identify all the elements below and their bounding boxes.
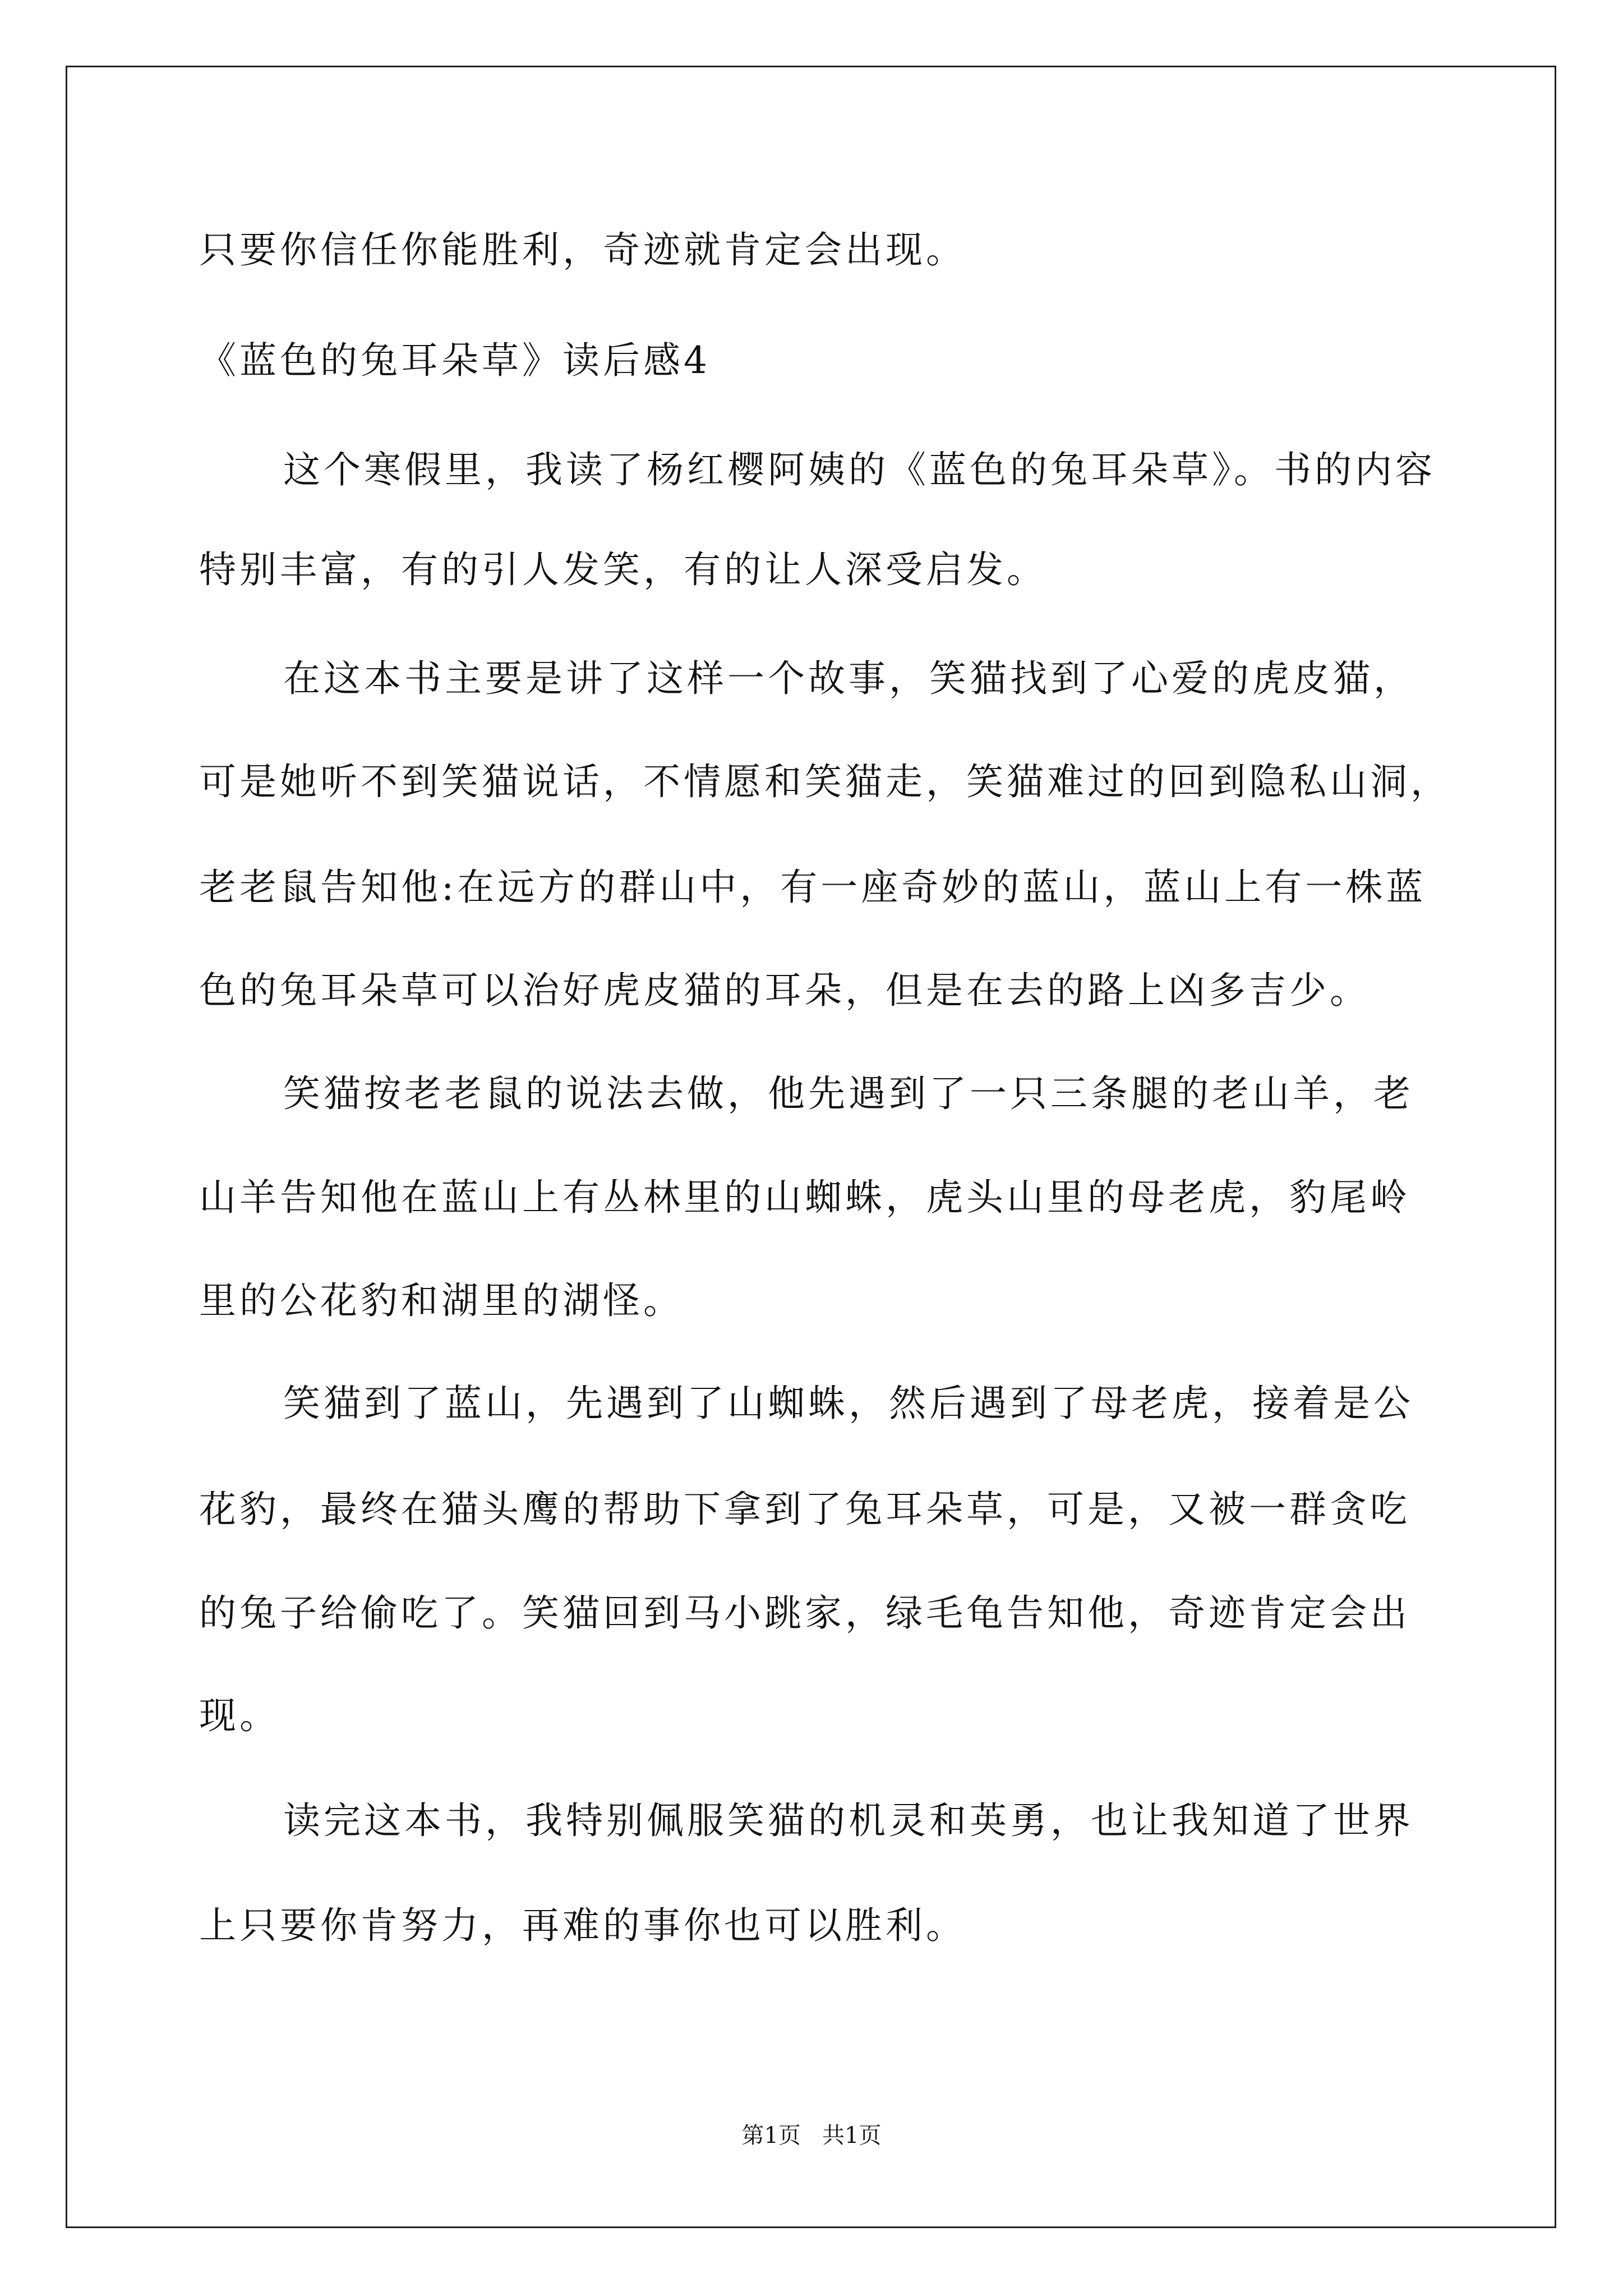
page-footer: 第1页 共1页 — [741, 2123, 882, 2148]
paragraph-line: 笑猫到了蓝山，先遇到了山蜘蛛，然后遇到了母老虎，接着是公 — [283, 1382, 1414, 1425]
paragraph-line: 这个寒假里，我读了杨红樱阿姨的《蓝色的兔耳朵草》。书的内容 — [283, 448, 1436, 491]
paragraph-line: 老老鼠告知他:在远方的群山中，有一座奇妙的蓝山，蓝山上有一株蓝 — [199, 866, 1427, 909]
text-line: 只要你信任你能胜利，奇迹就肯定会出现。 — [199, 228, 966, 272]
paragraph-line: 笑猫按老老鼠的说法去做，他先遇到了一只三条腿的老山羊，老 — [283, 1072, 1414, 1115]
paragraph-line: 现。 — [199, 1694, 280, 1737]
paragraph-line: 花豹，最终在猫头鹰的帮助下拿到了兔耳朵草，可是，又被一群贪吃 — [199, 1488, 1410, 1531]
paragraph-line: 色的兔耳朵草可以治好虎皮猫的耳朵，但是在去的路上凶多吉少。 — [199, 969, 1370, 1012]
paragraph-line: 山羊告知他在蓝山上有丛林里的山蜘蛛，虎头山里的母老虎，豹尾岭 — [199, 1176, 1410, 1219]
paragraph-line: 在这本书主要是讲了这样一个故事，笑猫找到了心爱的虎皮猫， — [283, 657, 1414, 700]
paragraph-line: 上只要你肯努力，再难的事你也可以胜利。 — [199, 1904, 966, 1947]
paragraph-line: 特别丰富，有的引人发笑，有的让人深受启发。 — [199, 548, 1047, 591]
paragraph-line: 可是她听不到笑猫说话，不情愿和笑猫走，笑猫难过的回到隐私山洞， — [199, 760, 1451, 803]
paragraph-line: 的兔子给偷吃了。笑猫回到马小跳家，绿毛龟告知他，奇迹肯定会出 — [199, 1591, 1410, 1635]
section-title: 《蓝色的兔耳朵草》读后感4 — [199, 339, 711, 382]
paragraph-line: 里的公花豹和湖里的湖怪。 — [199, 1279, 684, 1322]
paragraph-line: 读完这本书，我特别佩服笑猫的机灵和英勇，也让我知道了世界 — [283, 1799, 1414, 1842]
